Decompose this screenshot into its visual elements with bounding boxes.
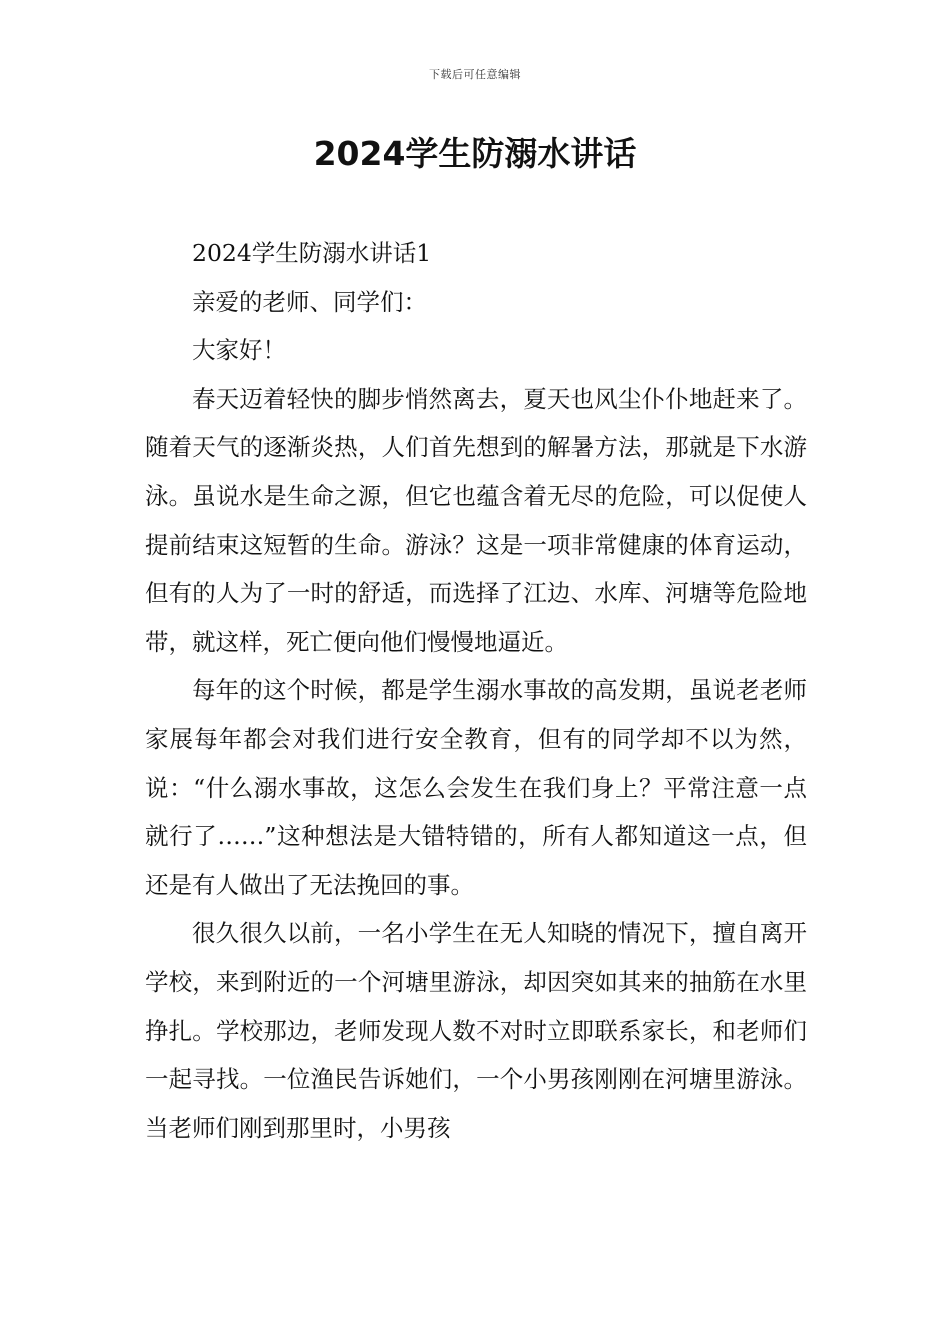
paragraph-subtitle: 2024学生防溺水讲话1 (192, 239, 432, 267)
paragraph: 很久很久以前，一名小学生在无人知晓的情况下，擅自离开学校，来到附近的一个河塘里游泳，却因突如其来的抽筋在水里挣扎。学校那边，老师发现人数不对时立即联系家长，和老师们一起寻找。一位渔民告诉她们，一个小男孩刚刚在河塘里游泳。当老师们刚到那里时，小男孩 (145, 919, 807, 1142)
paragraph-greeting: 大家好！ (192, 336, 286, 365)
paragraph: 每年的这个时候，都是学生溺水事故的高发期，虽说老老师家展每年都会对我们进行安全教育，但有的同学却不以为然，说：“什么溺水事故，这怎么会发生在我们身上？平常注意一点就行了……”这种想法是大错特错的，所有人都知道这一点，但还是有人做出了无法挽回的事。 (145, 676, 807, 899)
paragraph-salutation: 亲爱的老师、同学们： (192, 287, 427, 316)
paragraph: 春天迈着轻快的脚步悄然离去，夏天也风尘仆仆地赶来了。随着天气的逐渐炎热，人们首先想到的解暑方法，那就是下水游泳。虽说水是生命之源，但它也蕴含着无尽的危险，可以促使人提前结束这短暂的生命。游泳？这是一项非常健康的体育运动，但有的人为了一时的舒适，而选择了江边、水库、河塘等危险地带，就这样，死亡便向他们慢慢地逼近。 (145, 384, 807, 656)
document-body (145, 229, 807, 1152)
document-title: 2024学生防溺水讲话 (313, 134, 637, 173)
header-note: 下载后可任意编辑 (429, 68, 521, 81)
